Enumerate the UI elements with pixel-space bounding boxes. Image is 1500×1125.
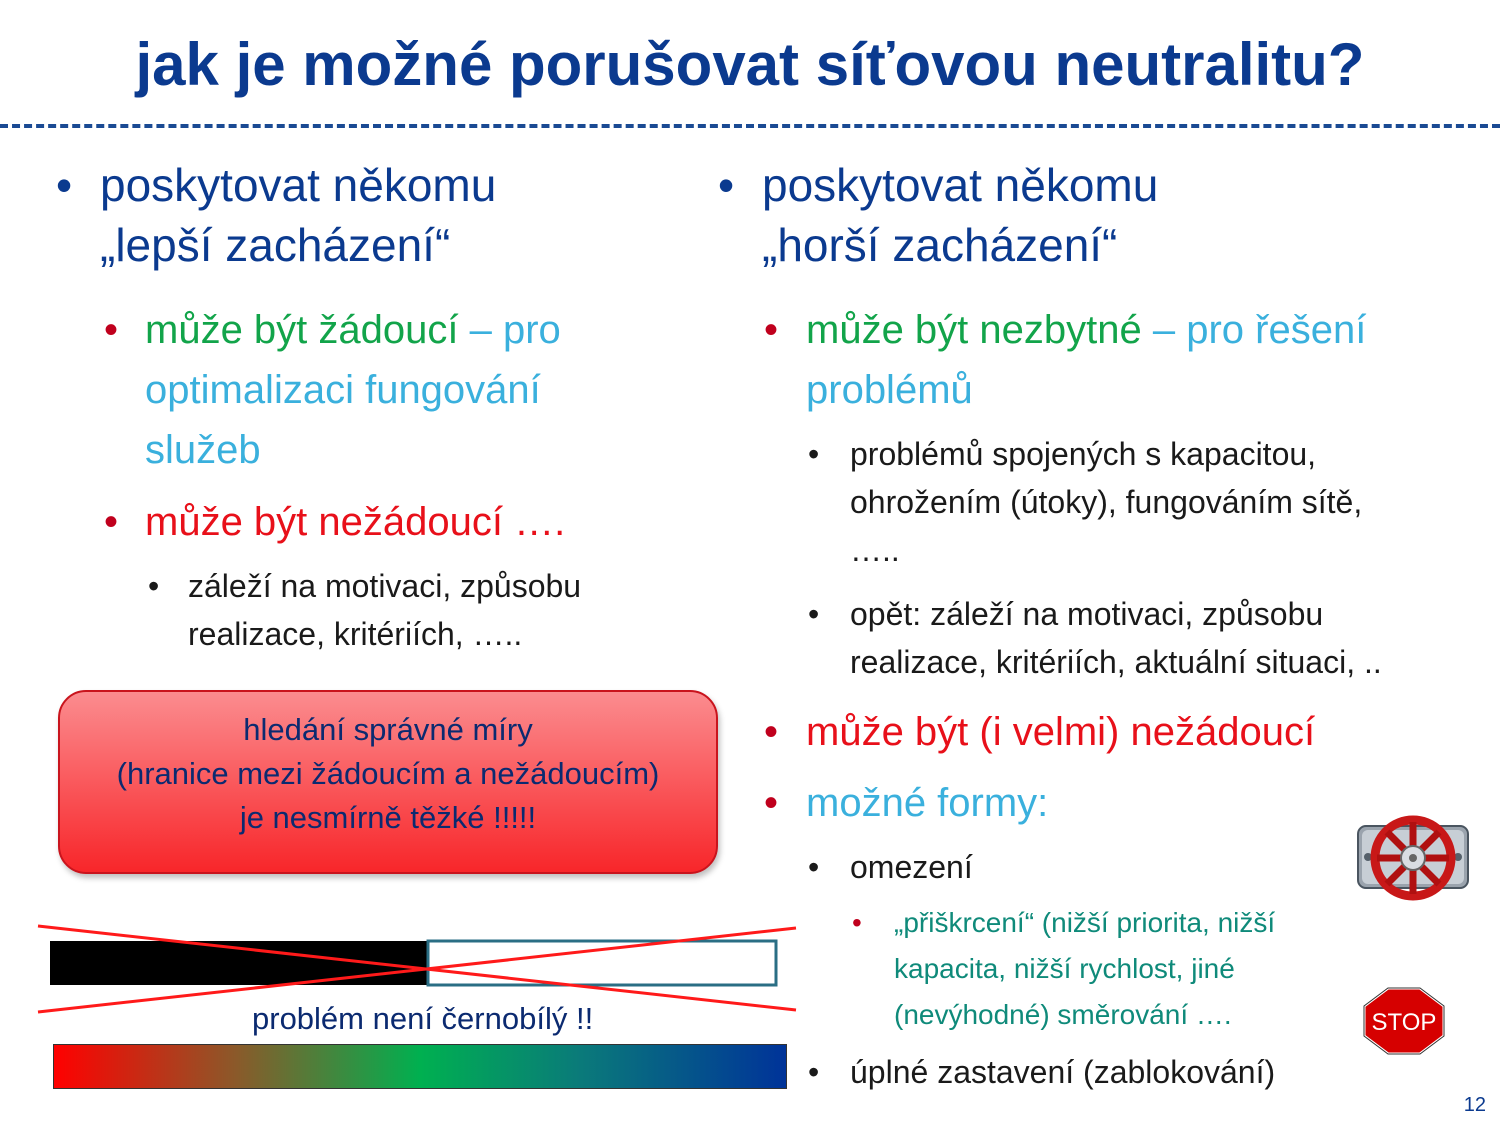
right-heading: [762, 155, 1158, 275]
right-full-stop: úplné zastavení (zablokování): [850, 1054, 1276, 1090]
right-throttle: [894, 900, 1275, 1038]
throttle-line3: (nevýhodné) směrování ….: [894, 999, 1232, 1030]
valve-wheel-icon: [1354, 812, 1472, 908]
bullet-marker: •: [808, 1054, 820, 1090]
left-desirable: [145, 300, 685, 480]
right-heading-line2: „horší zacházení“: [762, 219, 1118, 271]
bullet-marker: •: [808, 596, 820, 632]
left-heading: [100, 155, 496, 275]
necessary-rest-1: pro řešení: [1175, 308, 1367, 352]
desirable-rest-1: pro: [491, 308, 561, 352]
dash: –: [469, 308, 492, 352]
right-necessary: [806, 300, 1486, 420]
bw-caption: problém není černobílý !!: [252, 1001, 594, 1036]
problems-line2: ohrožením (útoky), fungováním sítě,: [850, 484, 1363, 520]
left-heading-line1: poskytovat někomu: [100, 159, 497, 211]
throttle-line2: kapacita, nižší rychlost, jiné: [894, 953, 1235, 984]
necessary-lead: může být nezbytné: [806, 308, 1153, 352]
problems-line1: problémů spojených s kapacitou,: [850, 436, 1317, 472]
necessary-rest-2: problémů: [806, 368, 973, 412]
page-number: 12: [1463, 1094, 1486, 1116]
callout-line2: (hranice mezi žádoucím a nežádoucím): [116, 756, 660, 791]
depends-line2: realizace, kritériích, …..: [188, 616, 523, 652]
callout-line3: je nesmírně těžké !!!!!: [239, 800, 537, 835]
bullet-marker: •: [764, 781, 779, 825]
bullet-marker: •: [718, 159, 735, 211]
stop-sign-icon: [1362, 986, 1446, 1058]
bullet-marker: •: [764, 710, 779, 754]
desirable-rest-2: optimalizaci fungování: [145, 368, 541, 412]
problems-line3: …..: [850, 532, 900, 568]
bullet-marker: •: [852, 907, 862, 938]
bullet-marker: •: [56, 159, 73, 211]
again-line2: realizace, kritériích, aktuální situaci, ..: [850, 644, 1382, 680]
stop-sign-text: STOP: [1371, 1009, 1437, 1036]
right-again: [850, 590, 1382, 686]
throttle-line1: „přiškrcení“ (nižší priorita, nižší: [894, 907, 1276, 938]
bullet-marker: •: [104, 500, 119, 544]
callout-line1: hledání správné míry: [243, 712, 533, 747]
bullet-marker: •: [148, 568, 160, 604]
left-depends: [188, 562, 581, 658]
callout-box: [58, 690, 718, 874]
dash: –: [1152, 308, 1176, 352]
bullet-marker: •: [808, 849, 820, 885]
title-divider: [0, 124, 1500, 128]
right-problems: [850, 430, 1362, 574]
right-very-undesirable: může být (i velmi) nežádoucí: [806, 710, 1316, 754]
left-heading-line2: „lepší zacházení“: [100, 219, 451, 271]
again-line1: opět: záleží na motivaci, způsobu: [850, 596, 1324, 632]
bullet-marker: •: [764, 308, 779, 352]
bullet-marker: •: [104, 308, 119, 352]
right-heading-line1: poskytovat někomu: [762, 159, 1159, 211]
left-undesirable: může být nežádoucí ….: [145, 500, 566, 544]
right-forms: možné formy:: [806, 781, 1049, 825]
right-restriction: omezení: [850, 849, 973, 885]
depends-line1: záleží na motivaci, způsobu: [188, 568, 582, 604]
slide-title: jak je možné porušovat síťovou neutralitu?: [135, 31, 1365, 98]
desirable-lead: může být žádoucí: [145, 308, 470, 352]
bullet-marker: •: [808, 436, 820, 472]
gradient-bar: [53, 1044, 787, 1089]
desirable-rest-3: služeb: [145, 428, 261, 472]
